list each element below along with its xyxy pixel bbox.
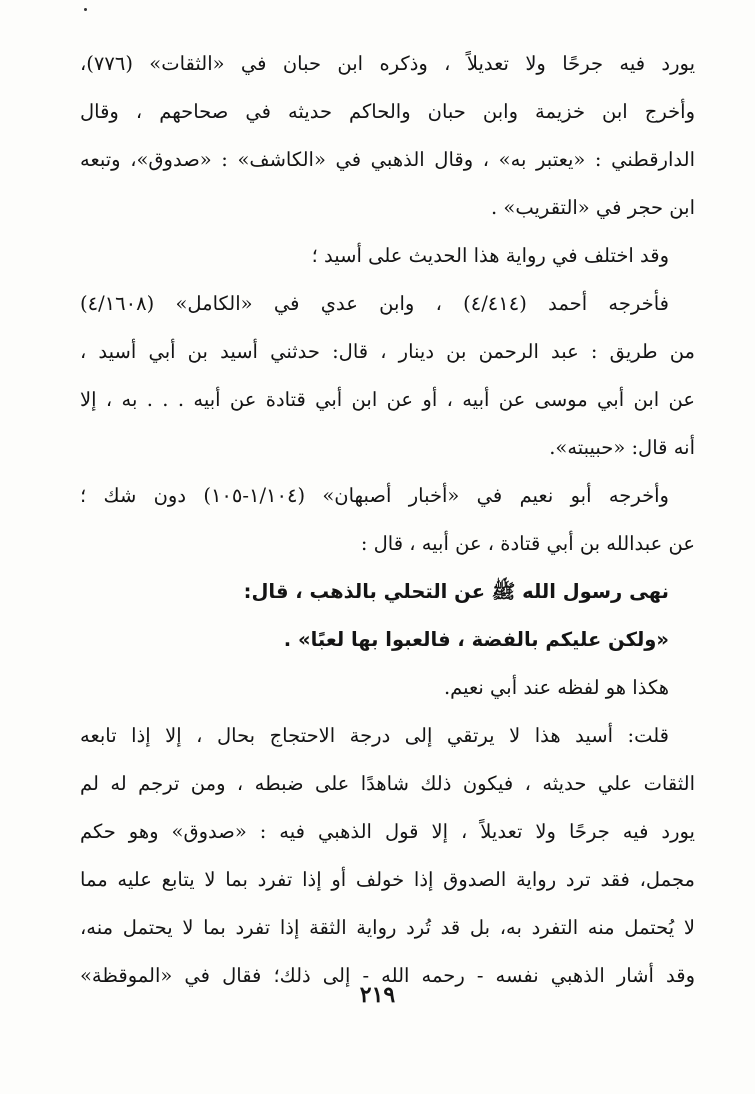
text-line: وأخرج ابن خزيمة وابن حبان والحاكم حديثه في صحاحهم ، وقال (80, 100, 695, 123)
hadith-quote-line: «ولكن عليكم بالفضة ، فالعبوا بها لعبًا» . (283, 628, 669, 651)
text-line: لا يُحتمل منه التفرد به، بل قد تُرد رواية الثقة إذا تفرد بما لا يحتمل منه، (80, 916, 695, 939)
text-line: عن عبدالله بن أبي قتادة ، عن أبيه ، قال : (360, 532, 695, 555)
body-text (80, 40, 695, 1000)
text-line: الثقات علي حديثه ، فيكون ذلك شاهدًا على ضبطه ، ومن ترجم له لم (80, 772, 695, 795)
text-line: وقد اختلف في رواية هذا الحديث على أسيد ؛ (311, 244, 669, 267)
text-line: يورد فيه جرحًا ولا تعديلاً ، وذكره ابن حبان في «الثقات» (٧٧٦)، (80, 52, 695, 75)
text-line: عن ابن أبي موسى عن أبيه ، أو عن ابن أبي قتادة عن أبيه . . . به ، إلا (80, 388, 695, 411)
text-line: ابن حجر في «التقريب» . (491, 196, 695, 219)
text-line: من طريق : عبد الرحمن بن دينار ، قال: حدثني أسيد بن أبي أسيد ، (80, 340, 695, 363)
text-line: هكذا هو لفظه عند أبي نعيم. (443, 676, 669, 699)
text-line: وقد أشار الذهبي نفسه - رحمه الله - إلى ذلك؛ فقال في «الموقظة» (80, 964, 695, 987)
text-line: قلت: أسيد هذا لا يرتقي إلى درجة الاحتجاج بحال ، إلا إذا تابعه (80, 724, 669, 747)
text-line: أنه قال: «حبيبته». (549, 436, 695, 459)
stray-ink-dot (84, 8, 87, 11)
text-line: الدارقطني : «يعتبر به» ، وقال الذهبي في «الكاشف» : «صدوق»، وتبعه (80, 148, 695, 171)
text-line: يورد فيه جرحًا ولا تعديلاً ، إلا قول الذهبي فيه : «صدوق» وهو حكم (80, 820, 695, 843)
hadith-quote-line: نهى رسول الله ﷺ عن التحلي بالذهب ، قال: (243, 580, 669, 603)
page-number: ٢١٩ (359, 982, 396, 1008)
text-line: وأخرجه أبو نعيم في «أخبار أصبهان» (١/١٠٤-١٠٥) دون شك ؛ (80, 484, 669, 507)
text-line: فأخرجه أحمد (٤/٤١٤) ، وابن عدي في «الكامل» (٤/١٦٠٨) (80, 292, 669, 315)
text-line: مجمل، فقد ترد رواية الصدوق إذا خولف أو إذا تفرد بما لا يتابع عليه مما (80, 868, 695, 891)
